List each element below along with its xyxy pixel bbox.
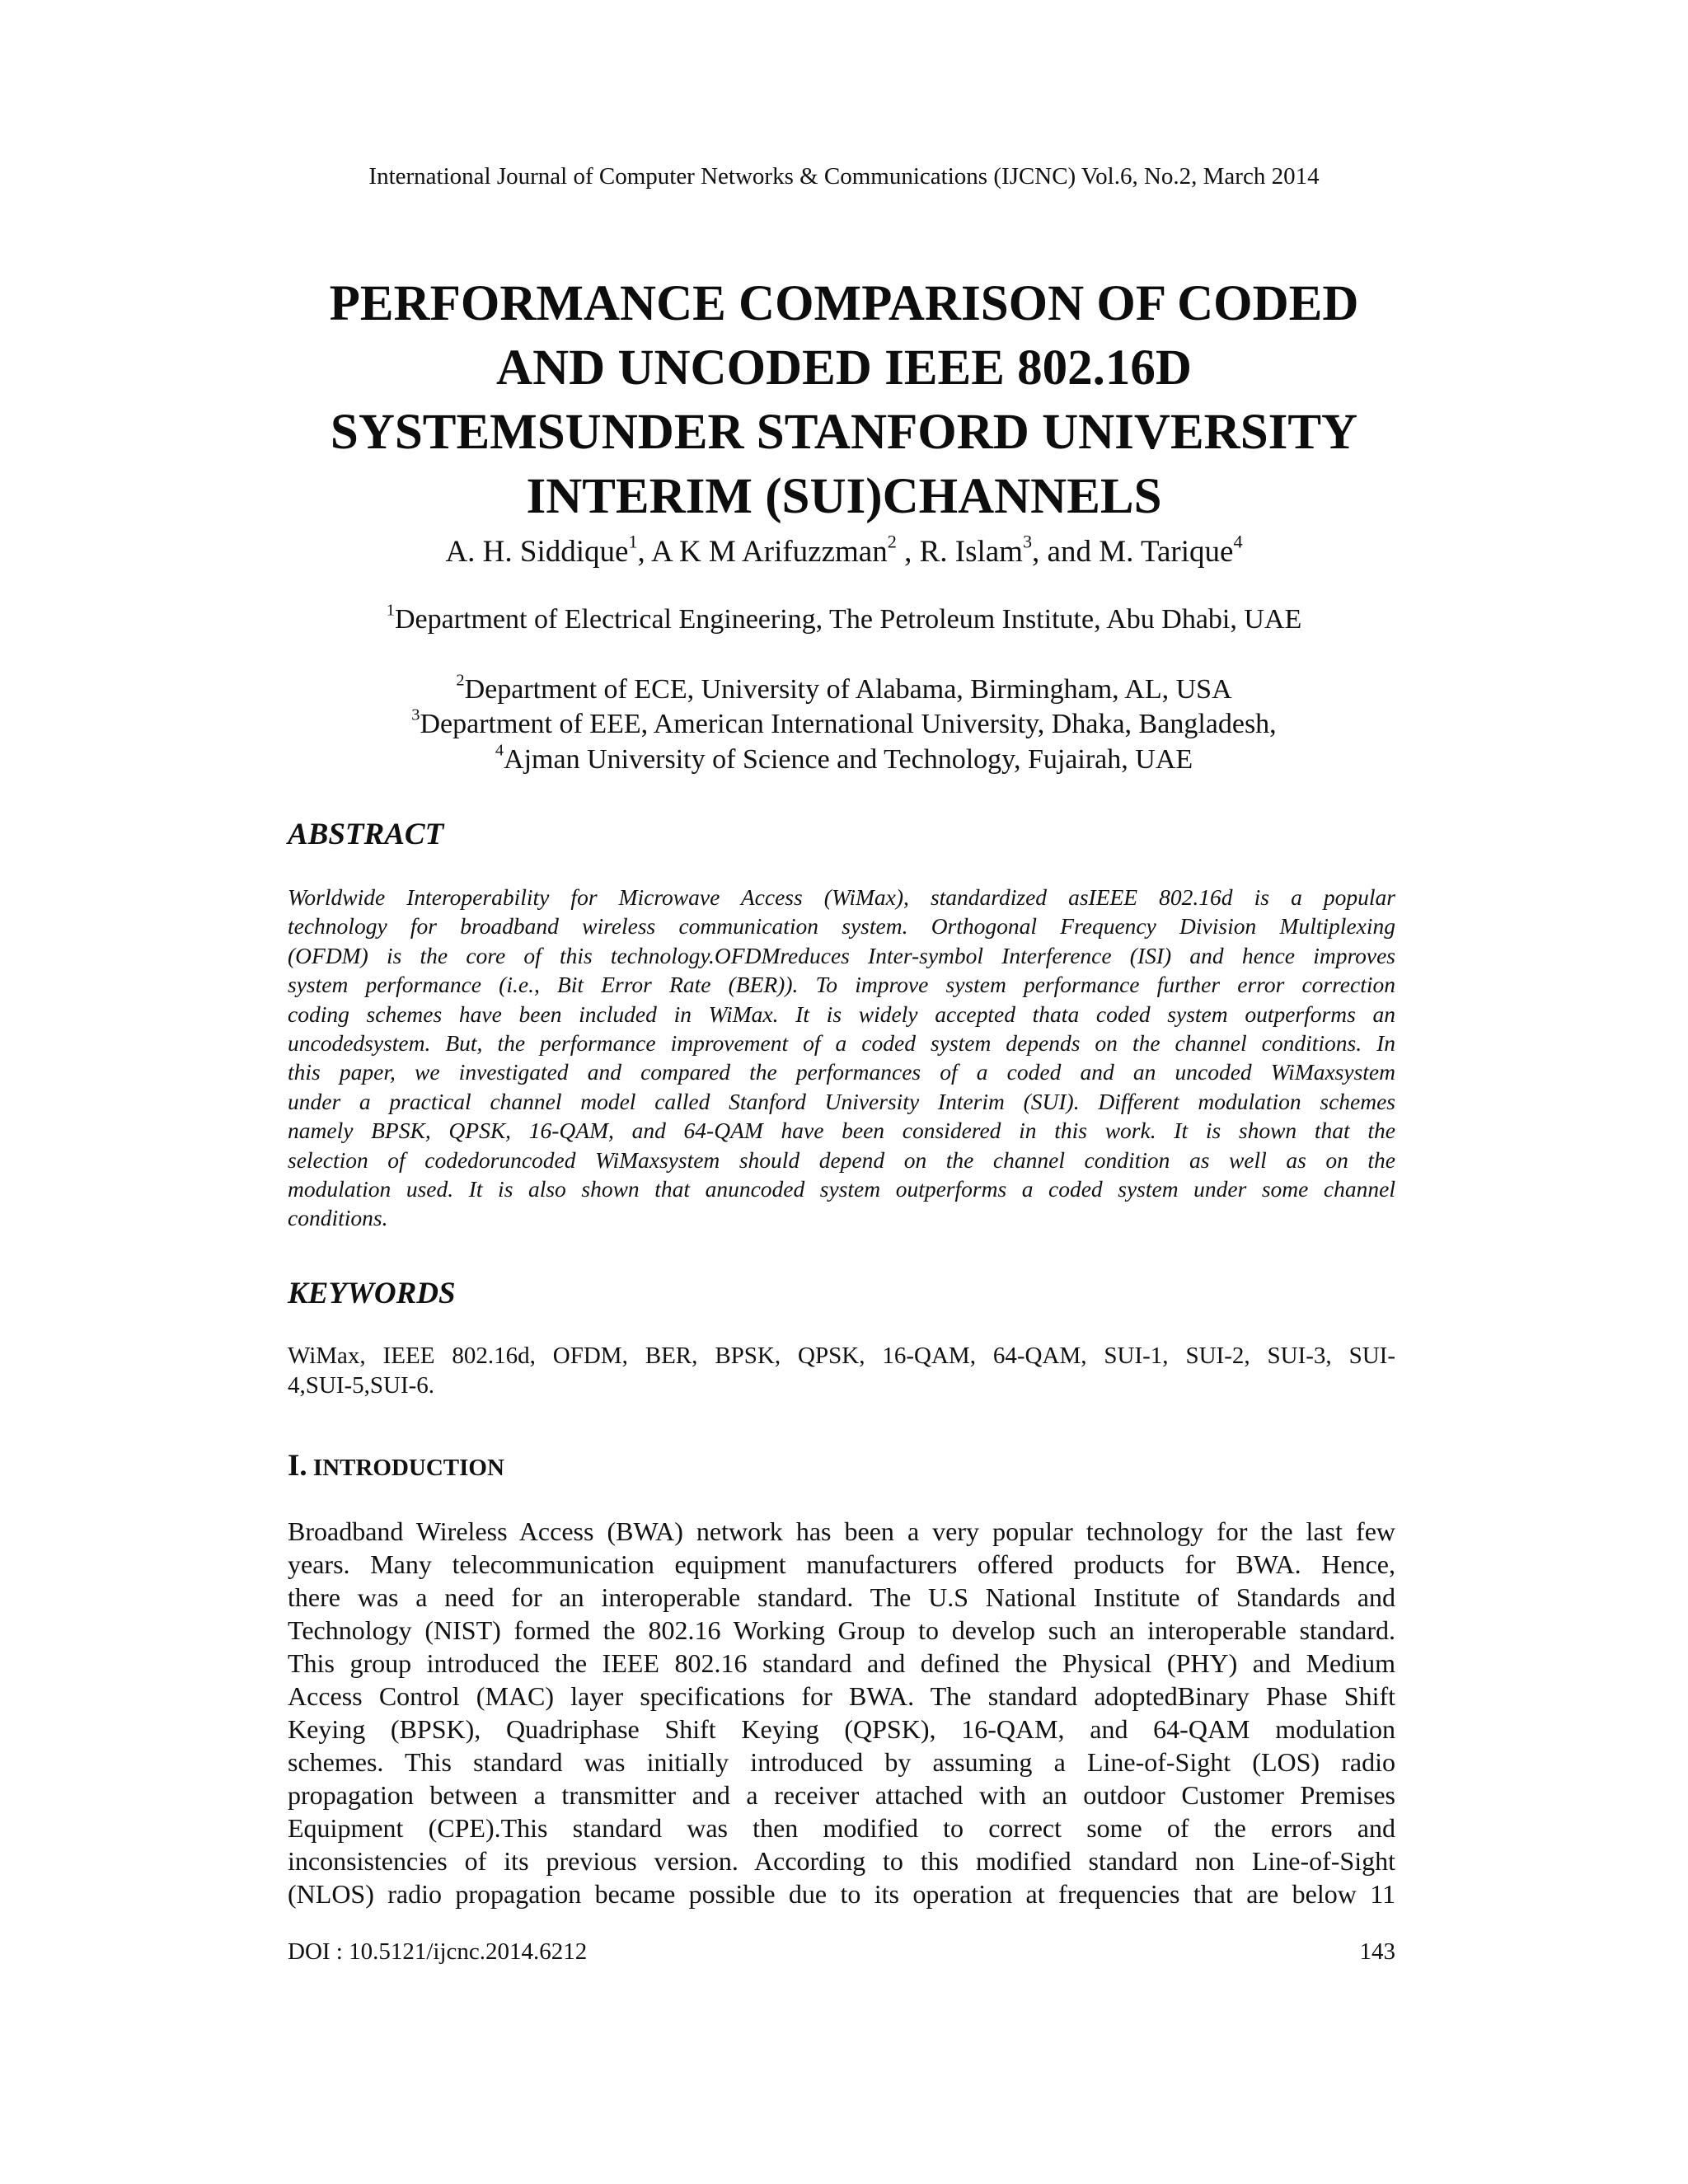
affiliation [0,742,1688,778]
abstract-body [288,883,1395,1233]
affiliation-mark: 4 [1233,531,1243,552]
body-line: Access Control (MAC) layer specifications for BWA. The standard adoptedBinary Phase Shift [288,1681,1395,1711]
body-line: schemes. This standard was initially introduced by assuming a Line-of-Sight (LOS) radio [288,1747,1395,1777]
section-title: INTRODUCTION [312,1455,504,1481]
affiliation-text: Ajman University of Science and Technology, Fujairah, UAE [504,744,1193,775]
abstract-line: technology for broadband wireless communication system. Orthogonal Frequency Division Multiplexing [288,913,1395,940]
affiliation [0,602,1688,638]
affiliation-text: Department of ECE, University of Alabama, Birmingham, AL, USA [464,674,1232,705]
affiliation-mark: 3 [411,705,420,724]
body-line: inconsistencies of its previous version. According to this modified standard non Line-of-Sight [288,1846,1395,1876]
affiliation-text: Department of EEE, American International University, Dhaka, Bangladesh, [420,709,1277,739]
affiliation [0,706,1688,743]
keywords-line: 4,SUI-5,SUI-6. [288,1372,435,1399]
affiliation-mark: 2 [887,531,897,552]
abstract-line: under a practical channel model called Stanford University Interim (SUI). Different modulation schemes [288,1088,1395,1114]
doi-footer: DOI : 10.5121/ijcnc.2014.6212 [288,1938,588,1965]
affiliation-mark: 4 [495,741,504,760]
affiliation-mark: 2 [456,671,465,690]
keywords-body [288,1341,1395,1400]
body-line: Technology (NIST) formed the 802.16 Working Group to develop such an interoperable standard. [288,1615,1395,1645]
abstract-line: namely BPSK, QPSK, 16-QAM, and 64-QAM have been considered in this work. It is shown that the [288,1118,1395,1144]
author-name: M. Tarique [1099,535,1234,569]
paper-title [247,272,1441,529]
author-list [0,531,1688,570]
abstract-line: selection of codedoruncoded WiMaxsystem should depend on the channel condition as well as on the [288,1146,1395,1173]
running-header: International Journal of Computer Networks & Communications (IJCNC) Vol.6, No.2, March 2014 [368,163,1320,190]
title-line: INTERIM (SUI)CHANNELS [526,469,1162,524]
body-line: This group introduced the IEEE 802.16 standard and defined the Physical (PHY) and Medium [288,1648,1395,1678]
title-line: PERFORMANCE COMPARISON OF CODED [329,276,1359,331]
body-line: there was a need for an interoperable standard. The U.S National Institute of Standards and [288,1582,1395,1612]
keywords-line: WiMax, IEEE 802.16d, OFDM, BER, BPSK, QPSK, 16-QAM, 64-QAM, SUI-1, SUI-2, SUI-3, SUI- [288,1343,1395,1369]
affiliation-mark: 1 [386,601,395,620]
body-line: Keying (BPSK), Quadriphase Shift Keying (QPSK), 16-QAM, and 64-QAM modulation [288,1714,1395,1744]
abstract-line: this paper, we investigated and compared the performances of a coded and an uncoded WiMaxsystem [288,1059,1395,1085]
author-name: R. Islam [919,535,1023,569]
body-line: Broadband Wireless Access (BWA) network has been a very popular technology for the last few [288,1516,1395,1546]
author-name: A. H. Siddique [445,535,629,569]
abstract-line: Worldwide Interoperability for Microwave Access (WiMax), standardized asIEEE 802.16d is a popular [288,884,1395,910]
author-name: A K M Arifuzzman [651,535,888,569]
abstract-line: modulation used. It is also shown that anuncoded system outperforms a coded system under some channel [288,1176,1395,1202]
affiliation-mark: 3 [1022,531,1033,552]
keywords-heading: KEYWORDS [288,1277,456,1310]
abstract-line: (OFDM) is the core of this technology.OFDMreduces Inter-symbol Interference (ISI) and hence improves [288,942,1395,968]
abstract-line: system performance (i.e., Bit Error Rate (BER)). To improve system performance further error correction [288,972,1395,998]
body-line: years. Many telecommunication equipment manufacturers offered products for BWA. Hence, [288,1549,1395,1579]
introduction-body [288,1515,1395,1910]
body-line: (NLOS) radio propagation became possible due to its operation at frequencies that are below 11 [288,1879,1395,1909]
body-line: propagation between a transmitter and a receiver attached with an outdoor Customer Premises [288,1780,1395,1810]
author-separator: , [896,535,920,569]
introduction-heading [288,1450,504,1484]
author-separator: , and [1032,535,1100,569]
abstract-line: uncodedsystem. But, the performance improvement of a coded system depends on the channel conditions. In [288,1030,1395,1057]
abstract-line: conditions. [288,1205,388,1231]
abstract-heading: ABSTRACT [288,818,444,851]
title-line: AND UNCODED IEEE 802.16D [496,340,1192,396]
page-number: 143 [1359,1938,1395,1965]
affiliation [0,672,1688,708]
affiliation-mark: 1 [628,531,638,552]
title-line: SYSTEMSUNDER STANFORD UNIVERSITY [330,405,1358,460]
author-separator: , [637,535,652,569]
abstract-line: coding schemes have been included in WiMax. It is widely accepted thata coded system outperforms an [288,1001,1395,1027]
body-line: Equipment (CPE).This standard was then modified to correct some of the errors and [288,1813,1395,1843]
section-number: I. [288,1449,307,1483]
affiliation-text: Department of Electrical Engineering, The Petroleum Institute, Abu Dhabi, UAE [394,604,1302,635]
